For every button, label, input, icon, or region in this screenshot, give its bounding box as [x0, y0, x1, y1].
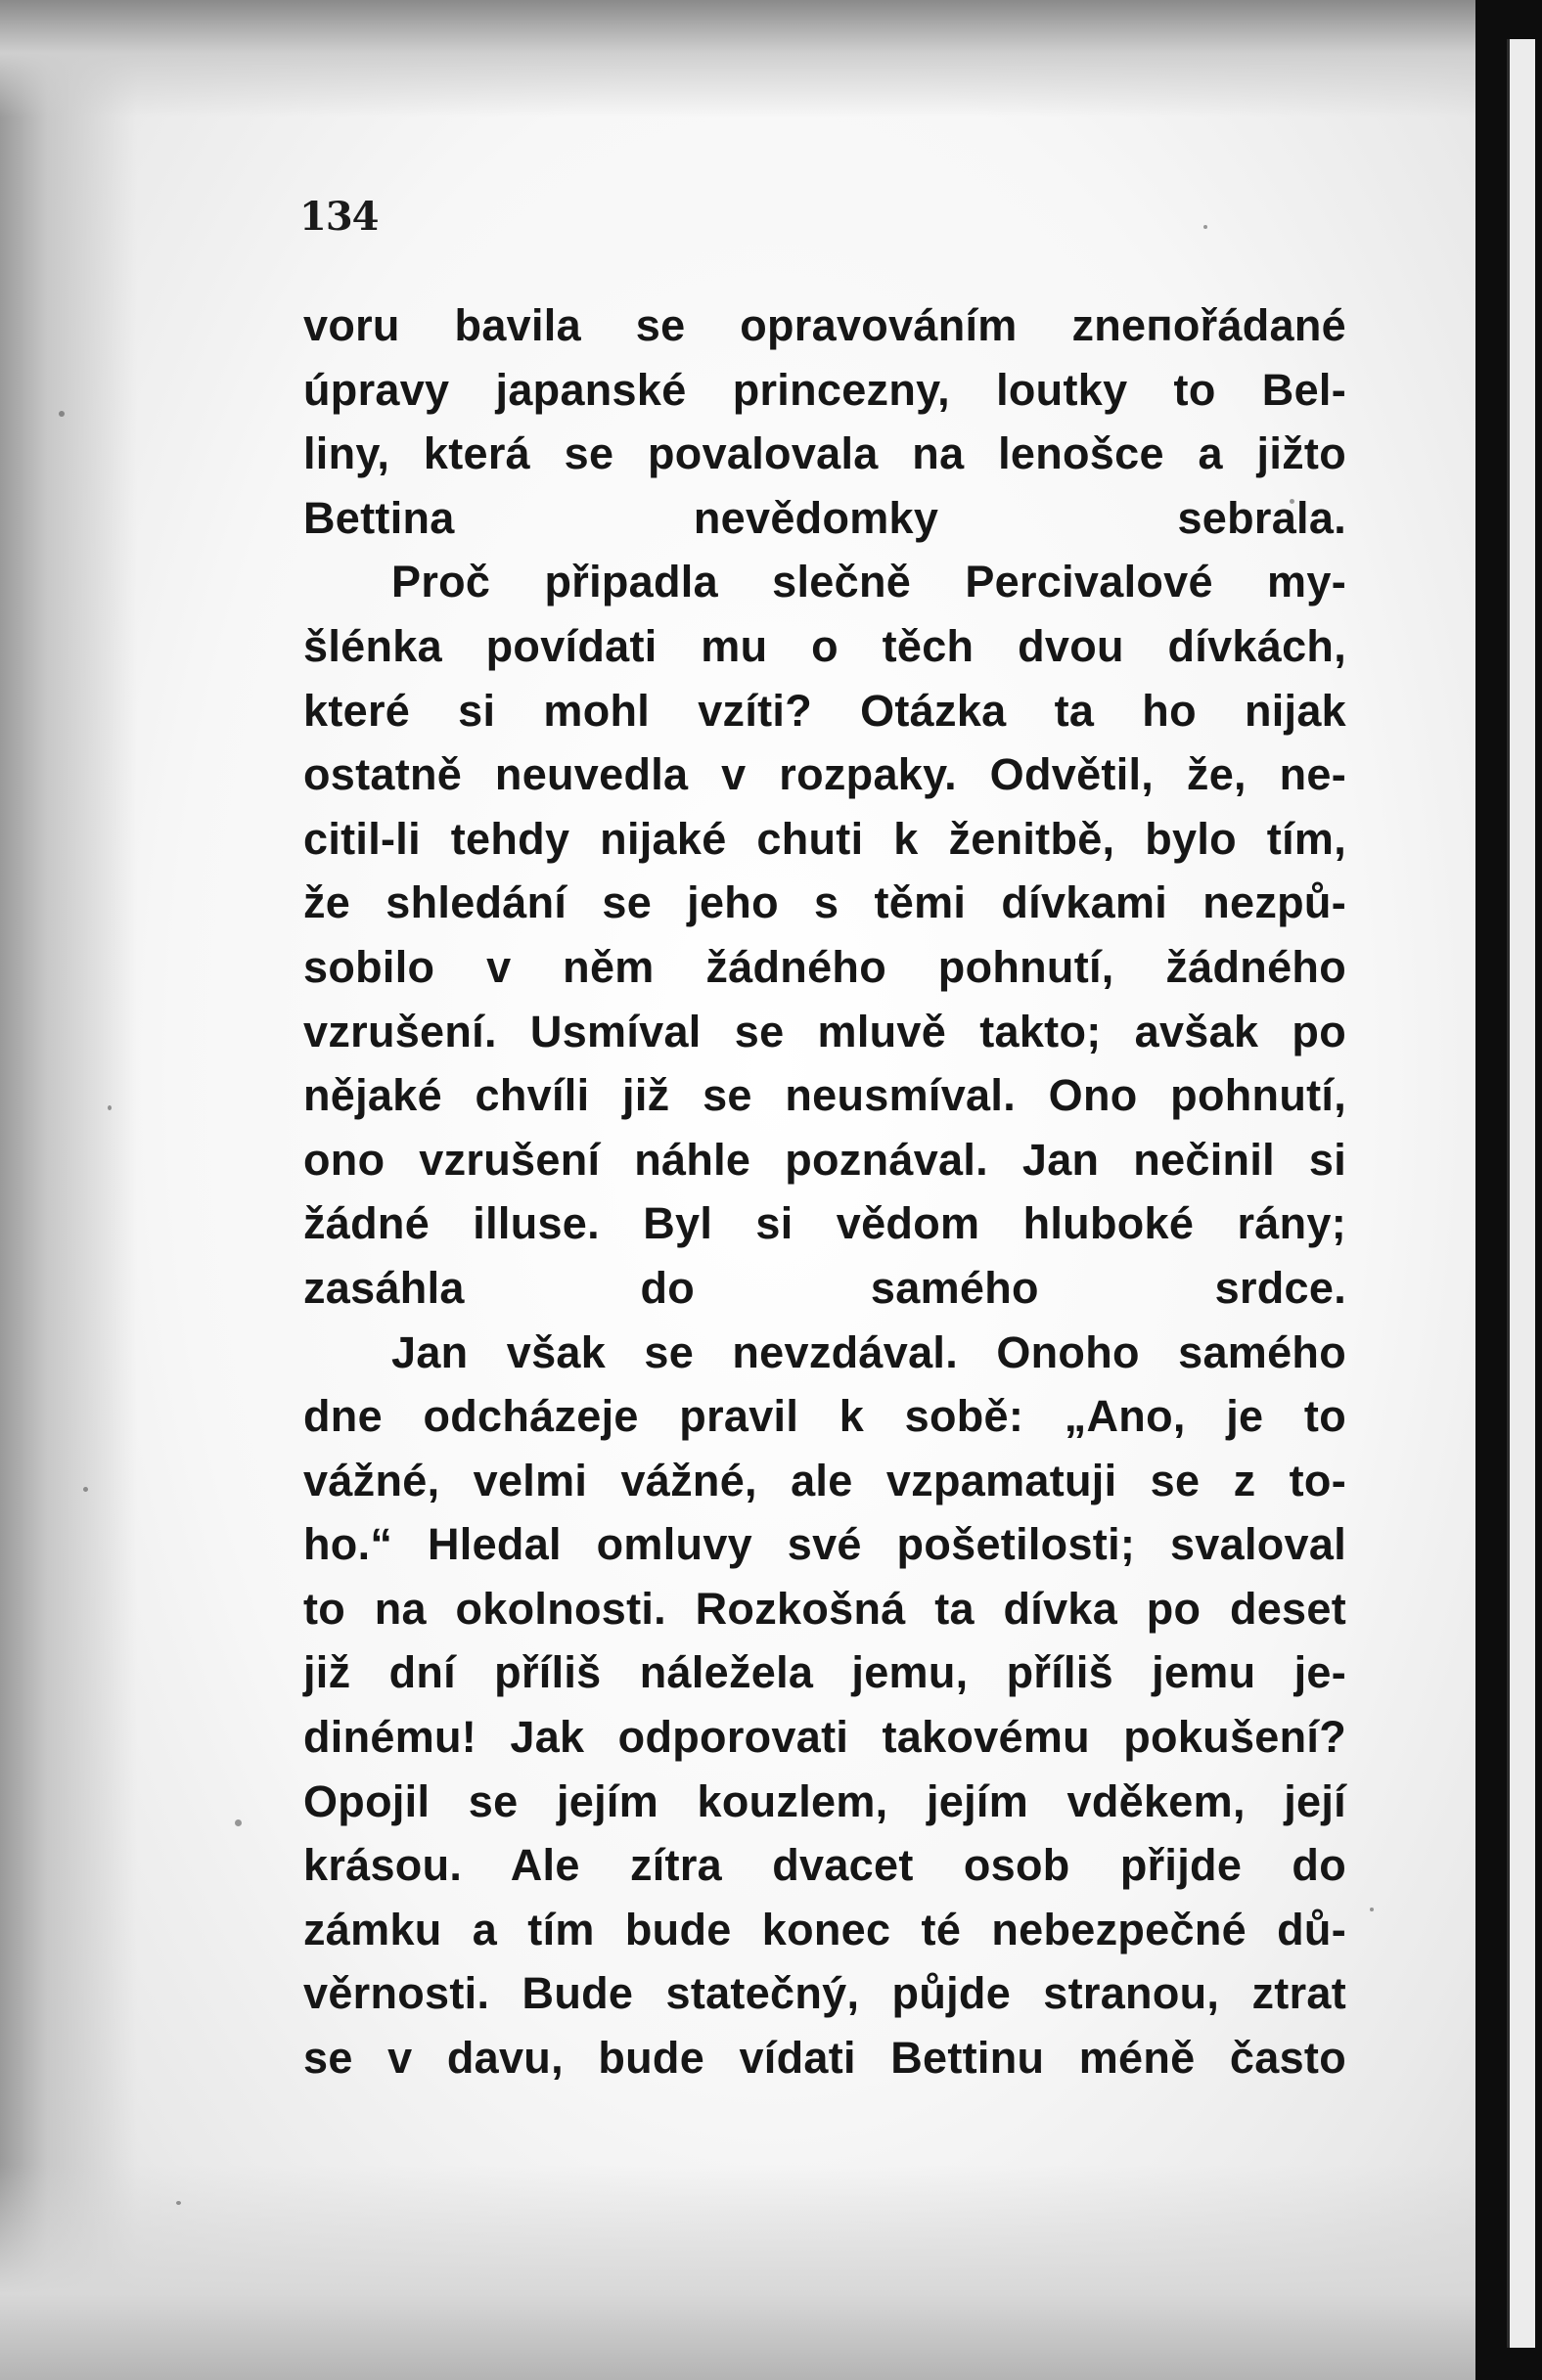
text-line: liny, která se povalovala na lenošce a jižto [303, 428, 1346, 479]
text-line: to na okolnosti. Rozkošná ta dívka po deset [303, 1583, 1346, 1634]
text-line: zasáhla do samého srdce. [303, 1262, 1346, 1313]
text-line: šlénka povídati mu o těch dvou dívkách, [303, 620, 1346, 671]
text-line: Jan však se nevzdával. Onoho samého [391, 1326, 1346, 1377]
paper-speck [108, 1105, 112, 1110]
text-line: věrnosti. Bude statečný, půjde stranou, ztrat [303, 1968, 1346, 2019]
paper-speck [176, 2201, 181, 2205]
page-shadow-bottom [0, 2165, 1507, 2380]
page-shadow-left [0, 0, 137, 2380]
page-shadow-top [0, 0, 1507, 117]
text-line: krásou. Ale zítra dvacet osob přijde do [303, 1840, 1346, 1891]
body-text [303, 293, 1346, 2090]
paper-speck [83, 1487, 88, 1492]
text-line: vážné, velmi vážné, ale vzpamatuji se z to- [303, 1455, 1346, 1505]
paper-speck [1370, 1908, 1374, 1911]
text-line: zámku a tím bude konec té nebezpečné dů- [303, 1904, 1346, 1954]
paper-speck [235, 1819, 242, 1826]
text-line: Bettina nevědomky sebrala. [303, 492, 1346, 543]
page-number: 134 [299, 194, 379, 240]
text-line: že shledání se jeho s těmi dívkami nezpů- [303, 877, 1346, 928]
text-line: voru bavila se opravováním zneпořádané [303, 300, 1346, 350]
text-line: ostatně neuvedla v rozpaky. Odvětil, že, ne- [303, 749, 1346, 800]
paper-speck [1203, 225, 1207, 229]
text-line: sobilo v něm žádného pohnutí, žádného [303, 941, 1346, 992]
next-page-edge [1507, 39, 1535, 2348]
text-line: žádné illuse. Byl si vědom hluboké rány; [303, 1198, 1346, 1249]
text-line: vzrušení. Usmíval se mluvě takto; avšak po [303, 1006, 1346, 1056]
text-line: dinému! Jak odporovati takovému pokušení? [303, 1712, 1346, 1763]
text-line: ono vzrušení náhle poznával. Jan nečinil si [303, 1134, 1346, 1185]
text-line: nějaké chvíli již se neusmíval. Ono pohnutí, [303, 1070, 1346, 1121]
text-line: dne odcházeje pravil k sobě: „Ano, je to [303, 1391, 1346, 1442]
paper-speck [59, 411, 65, 417]
text-line: citil-li tehdy nijaké chuti k ženitbě, bylo tím, [303, 813, 1346, 864]
text-line: se v davu, bude vídati Bettinu méně často [303, 2033, 1346, 2084]
text-line: které si mohl vzíti? Otázka ta ho nijak [303, 685, 1346, 736]
text-line: úpravy japanské princezny, loutky to Bel- [303, 364, 1346, 415]
text-line: ho.“ Hledal omluvy své pošetilosti; svaloval [303, 1519, 1346, 1570]
text-line: Opojil se jejím kouzlem, jejím vděkem, její [303, 1775, 1346, 1826]
text-line: Proč připadla slečně Percivalové my- [391, 557, 1346, 607]
text-line: již dní příliš náležela jemu, příliš jemu je- [303, 1647, 1346, 1698]
